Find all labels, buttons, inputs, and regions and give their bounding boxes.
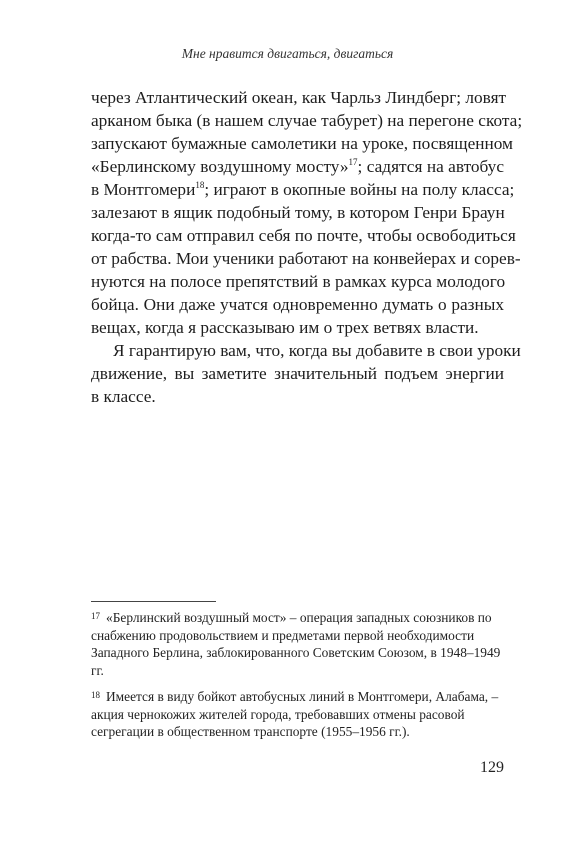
text-line: бойца. Они даже учатся одновременно думать о разных [91, 295, 504, 314]
text-line: когда-то сам отправил себя по почте, чтобы освободиться [91, 226, 516, 245]
text-fragment: ; играют в окопные войны на полу класса; [204, 180, 515, 199]
text-line: нуются на полосе препятствий в рамках курса молодого [91, 272, 506, 291]
footnote-ref-18[interactable]: 18 [195, 180, 205, 190]
text-fragment: ; садятся на автобус [357, 157, 504, 176]
text-line: от рабства. Мои ученики работают на конвейерах и сорев- [91, 249, 521, 268]
text-line: через Атлантический океан, как Чарльз Линдберг; ловят [91, 88, 507, 107]
paragraph-2 [91, 339, 521, 408]
text-line: движение, вы заметите значительный подъем энергии [91, 364, 504, 383]
text-line: в классе. [91, 387, 156, 406]
body-text [91, 86, 523, 408]
text-line [91, 155, 504, 178]
footnote-text: «Берлинский воздушный мост» – операция западных союзников по снабжению продовольствием и предметами первой необходимости Западного Берлина, заблокированного Советским Союзом, в 1948–1949 гг. [91, 610, 501, 678]
text-fragment: «Берлинскому воздушному мосту» [91, 157, 349, 176]
footnote-ref-17[interactable]: 17 [348, 157, 358, 167]
footnote-text: Имеется в виду бойкот автобусных линий в Монтгомери, Алабама, – акция чернокожих жителей города, требовавших отмены расовой сегрегации в общественном транспорте (1955–1956 гг.). [91, 689, 499, 739]
text-line: вещах, когда я рассказываю им о трех ветвях власти. [91, 318, 479, 337]
footnote-divider [91, 601, 216, 602]
footnote-17 [91, 608, 504, 679]
text-line: Я гарантирую вам, что, когда вы добавите в свои уроки [113, 341, 521, 360]
paragraph-1 [91, 86, 523, 339]
text-line: арканом быка (в нашем случае табурет) на перегоне скота; [91, 111, 523, 130]
page-number: 129 [480, 759, 504, 776]
running-head: Мне нравится двигаться, двигаться [181, 46, 394, 61]
footnotes [91, 608, 504, 749]
footnote-number: 17 [91, 611, 100, 621]
footnote-number: 18 [91, 690, 100, 700]
text-fragment: в Монтгомери [91, 180, 196, 199]
text-line [91, 178, 515, 201]
footnote-18 [91, 687, 504, 741]
text-line: запускают бумажные самолетики на уроке, посвященном [91, 134, 513, 153]
text-line: залезают в ящик подобный тому, в котором Генри Браун [91, 203, 505, 222]
